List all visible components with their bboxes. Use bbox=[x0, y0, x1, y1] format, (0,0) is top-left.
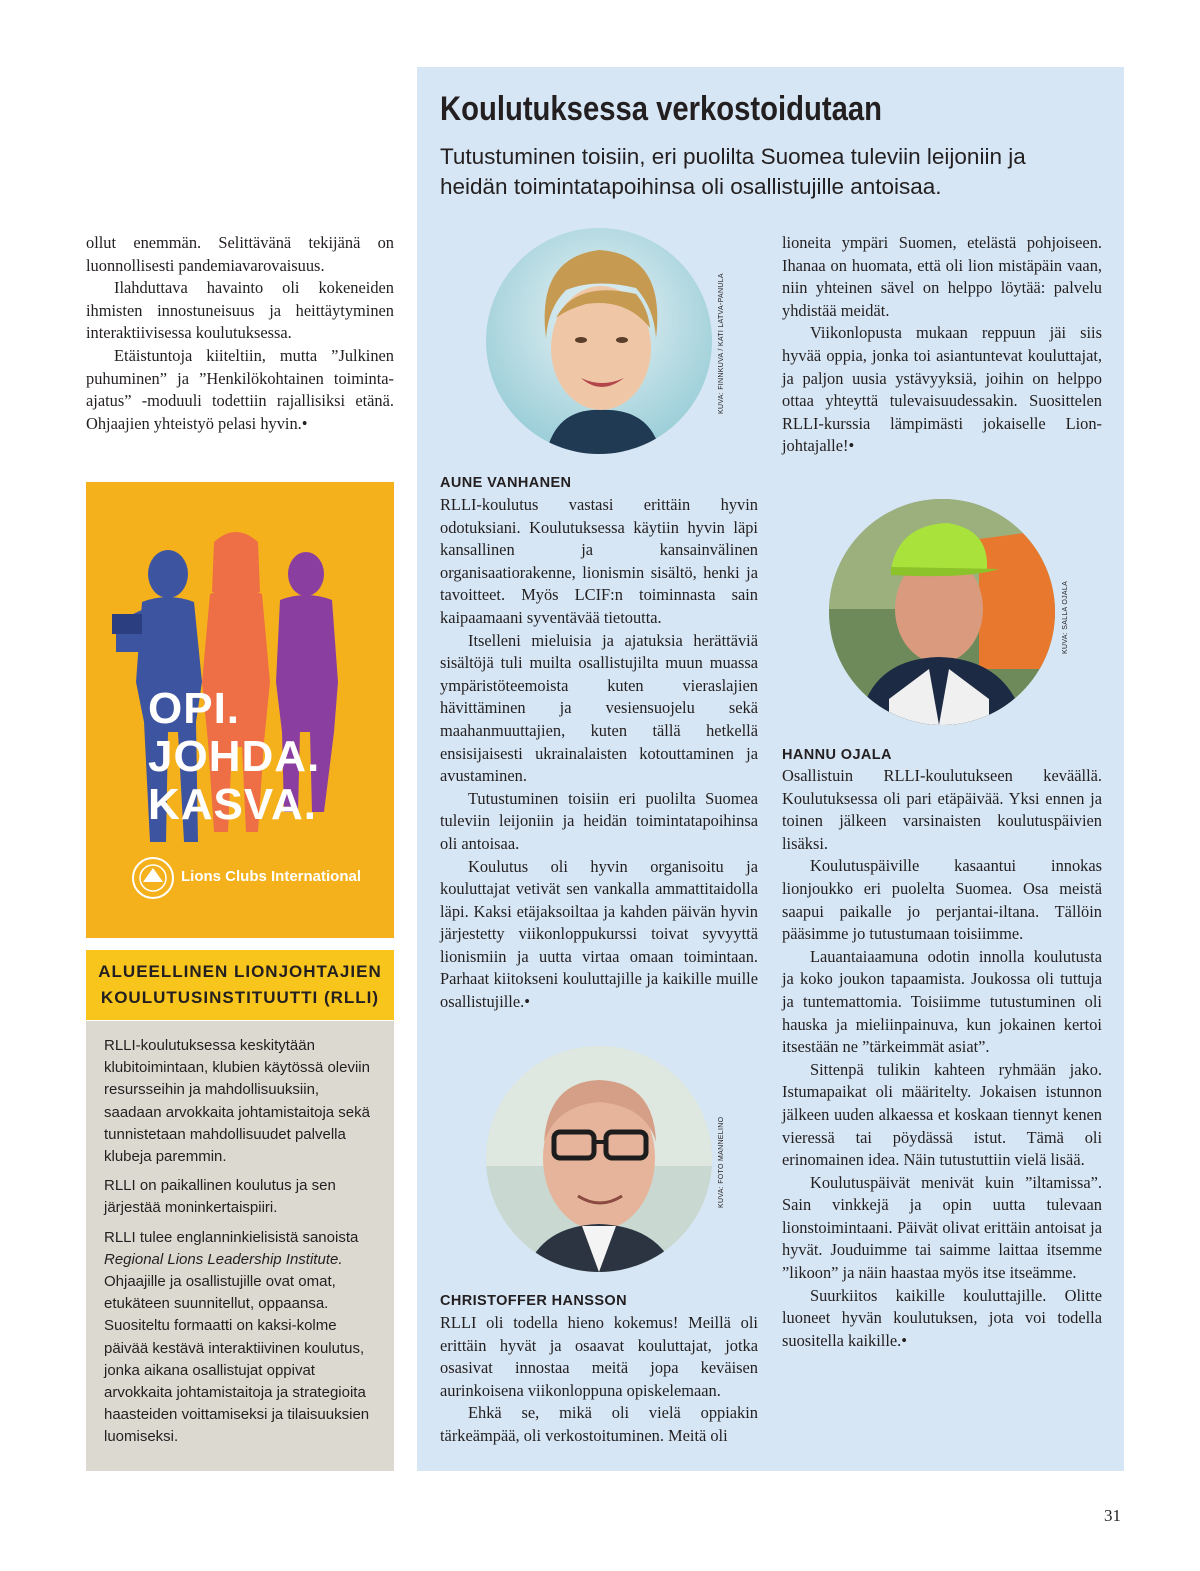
page-number: 31 bbox=[1104, 1506, 1121, 1525]
paragraph: ollut enemmän. Selittävänä tekijänä on luonnollisesti pandemiavarovaisuus. bbox=[86, 233, 394, 275]
rlli-box-heading: ALUEELLINEN LIONJOHTAJIEN KOULUTUSINSTITUUTTI (RLLI) bbox=[86, 950, 394, 1020]
paragraph: Ilahduttava havainto oli kokeneiden ihmisten innostuneisuus ja heittäytyminen interaktiivisessa koulutuksessa. bbox=[86, 278, 394, 343]
photo-credit: KUVA: FOTO MANNELINO bbox=[718, 1116, 725, 1208]
rlli-info-box bbox=[86, 1021, 394, 1471]
photo-credit: KUVA: FINNKUVA / KATI LATVA-PANULA bbox=[718, 273, 725, 414]
article-lead: Tutustuminen toisiin, eri puolilta Suomea tuleviin leijoniin ja heidän toimintatapoihinsa oli osallistujille antoisaa. bbox=[440, 144, 1026, 199]
person-name: AUNE VANHANEN bbox=[440, 475, 572, 491]
photo-hannu-ojala bbox=[829, 499, 1055, 725]
poster-slogan: OPI. JOHDA. KASVA. bbox=[148, 684, 321, 829]
portrait-man-glasses-image bbox=[486, 1046, 712, 1272]
photo-christoffer-hansson bbox=[486, 1046, 712, 1272]
rlli-paragraph: RLLI on paikallinen koulutus ja sen järjestää moninkertaispiiri. bbox=[104, 1177, 336, 1217]
photo-aune-vanhanen bbox=[486, 228, 712, 454]
paragraph: Etäistuntoja kiiteltiin, mutta ”Julkinen puhuminen” ja ”Henkilökohtainen toiminta-ajatus” -moduuli todettiin rajallisiksi etänä. Ohjaajien yhteistyö pelasi hyvin.• bbox=[86, 345, 394, 433]
christoffer-text: RLLI oli todella hieno kokemus! Meillä oli erittäin hyvät ja osaavat kouluttajat, jotka osasivat innostaa meitä jopa keväisen aurinkoisena viikonloppuna opiskelemaan. Ehkä se, mikä oli vielä oppiakin tärkeämpää, oli verkostoituminen. Meitä oli bbox=[440, 1313, 758, 1445]
hannu-text: Osallistuin RLLI-koulutukseen keväällä. Koulutuksessa oli pari etäpäivää. Yksi ennen ja toinen jälkeen varsinaisten koulutuspäivien lisäksi. Koulutuspäiville kasaantui innokas lionjoukko eri puolelta Suomea. Osa meistä saapui paikalle jo perjantai-iltana. Tällöin pääsimme jo tutustumaan toisiimme. Lauantaiaamuna odotin innolla koulutusta ja koko joukon tapaamista. Joukossa oli tuttuja ja tuntemattomia. Toisiimme tutustuminen oli hauska ja mieliinpainuva, kun jokainen kertoi itsestään ne ”tärkeimmät asiat”. Sittenpä tulikin kahteen ryhmään jako. Istumapaikat oli määritelty. Jokaisen istunnon jälkeen uuden alkaessa et koskaan tiennyt kenen vieressä tai pöydässä istut. Tämä oli erinomainen idea. Näin tutustuttiin vielä lisää. Koulutuspäivät menivät kuin ”iltamissa”. Sain vinkkejä ja opin uutta tulevaan lionstoimintaani. Päivät olivat erittäin antoisat ja hyvät. Jouduimme tai saimme laittaa itsemme ”likoon” ja näin haastaa myös itse itseämme. Suurkiitos kaikille kouluttajille. Olitte luoneet hyvän koulutuksen, jota voi todella suositella kaikille.• bbox=[782, 766, 1102, 1350]
rlli-paragraph: RLLI tulee englanninkielisistä sanoista Regional Lions Leadership Institute. Ohjaajille ja osallistujille ovat omat, etukäteen suunnitellut, oppaansa. Suositeltu formaatti on kaksi-kolme päivää kestävä interaktiivinen koulutus, jonka aikana osallistujat oppivat arvokkaita johtamistaitoja ja strategioita haasteiden voittamiseksi ja tilaisuuksien luomiseksi. bbox=[104, 1228, 370, 1446]
rlli-poster bbox=[86, 482, 394, 938]
aune-text: RLLI-koulutus vastasi erittäin hyvin odotuksiani. Koulutuksessa käytiin hyvin läpi kansallinen ja kansainvälinen organisaatiorakenne, lionismin sisältö, henki ja tavoitteet. Myös LCIF:n toiminnasta sain kaipaamaani syventävää tietoutta. Itselleni mieluisia ja ajatuksia herättäviä sisältöjä tuli muilta osallistujilta muun muassa ympäristöteemoista kuten vieraslajien hävittäminen ja vesiensuojelu sekä maahanmuuttajien, kuten tällä hetkellä ensisijaisesti ukrainalaisten kotouttaminen ja avustaminen. Tutustuminen toisiin eri puolilta Suomea tuleviin leijoniin ja heidän toimintatapoihinsa oli antoisaa. Koulutus oli hyvin organisoitu ja kouluttajat vetivät sen vankalla ammattitaidolla läpi. Kaksi etäjaksoiltaa ja kahden päivän hyvin järjestetty viikonloppukurssi toivat syvyyttä lionismiin ja uutta virtaa omaan toimintaan. Parhaat kiitokseni kouluttajille ja kaikille muille osallistujille.• bbox=[440, 495, 758, 1012]
person-name: HANNU OJALA bbox=[782, 747, 892, 763]
photo-credit: KUVA: SALLA OJALA bbox=[1062, 580, 1069, 654]
christoffer-text-continued: lioneita ympäri Suomen, etelästä pohjoiseen. Ihanaa on huomata, että oli lion mistäpäin vaan, niin yhteinen sävel on helppo löytää: palvelu yhdistää meidät. Viikonlopusta mukaan reppuun jäi siis hyvää oppia, jonka toi asiantuntevat kouluttajat, ja paljon uusia ystävyyksiä, joihin on helppo ottaa yhteyttä tulevaisuudessakin. Suosittelen RLLI-kurssia lämpimästi jokaiselle Lion-johtajalle!• bbox=[782, 233, 1102, 456]
left-column-text bbox=[86, 232, 394, 435]
lions-brand-text: Lions Clubs International bbox=[181, 868, 362, 885]
portrait-man-cap-image bbox=[829, 499, 1055, 725]
article-title: Koulutuksessa verkostoidutaan bbox=[440, 90, 882, 128]
portrait-woman-image bbox=[486, 228, 712, 454]
rlli-paragraph: RLLI-koulutuksessa keskitytään klubitoimintaan, klubien käytössä oleviin resursseihin ja mahdollisuuksiin, saadaan arvokkaita johtamistaitoja sekä tunnistetaan mahdollisuudet palvella klubeja paremmin. bbox=[104, 1037, 370, 1166]
person-name: CHRISTOFFER HANSSON bbox=[440, 1293, 627, 1309]
lions-logo-icon bbox=[133, 858, 173, 898]
